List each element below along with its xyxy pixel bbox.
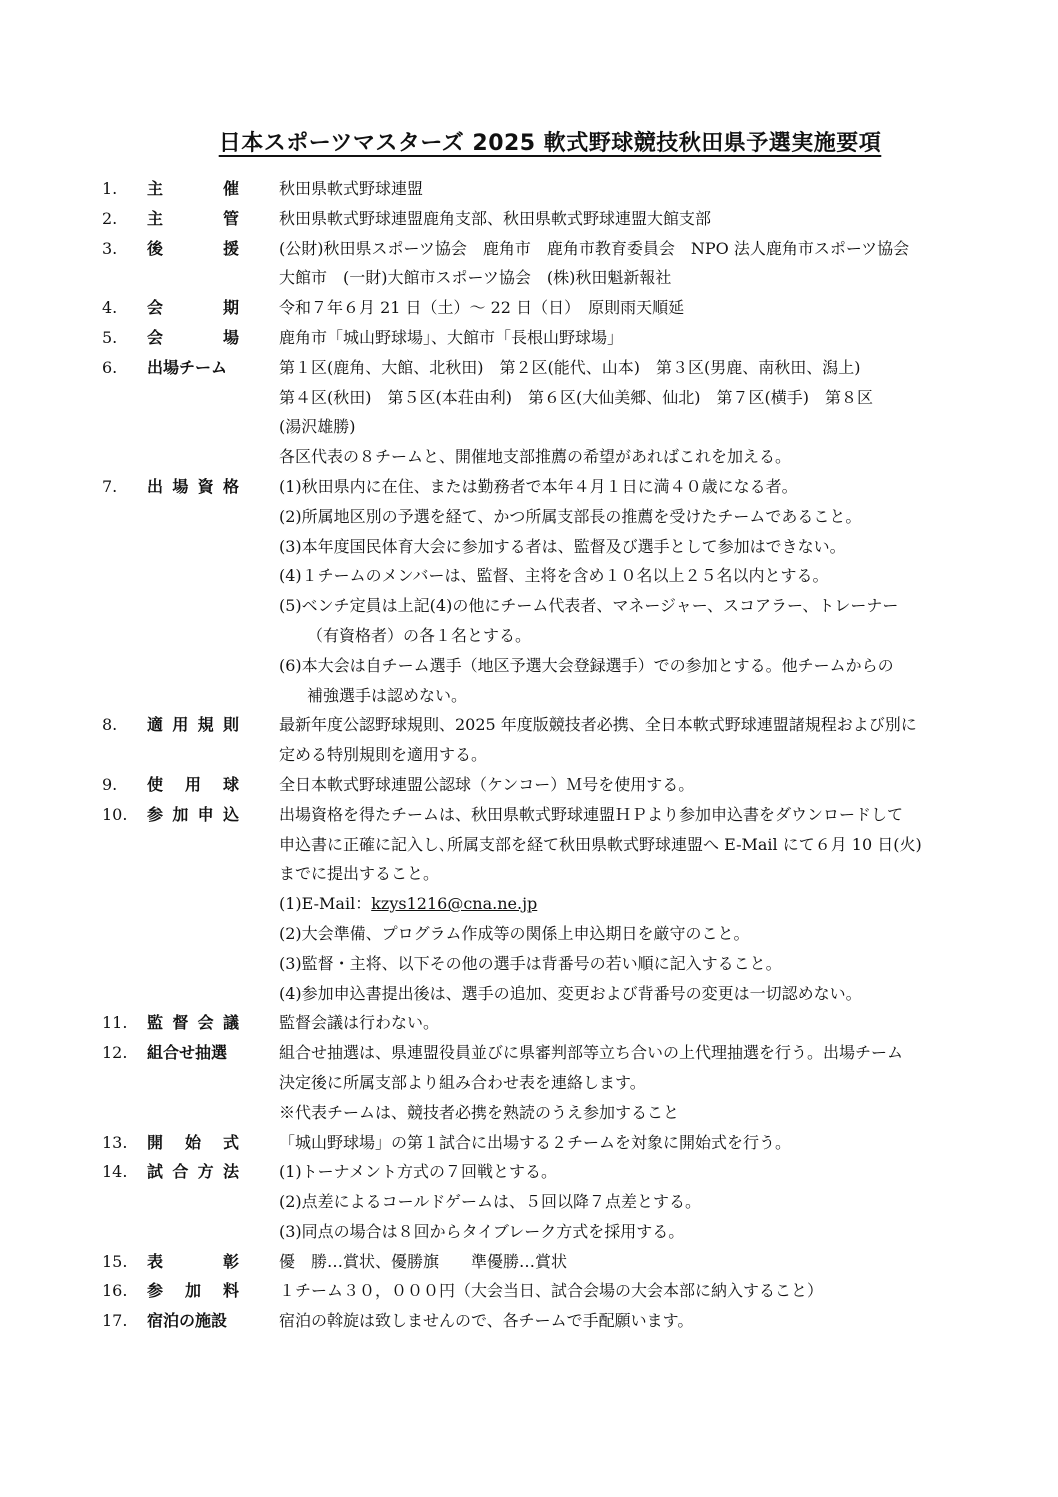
item-number: 8. [102, 715, 118, 735]
list-item [0, 1306, 1058, 1336]
list-item [0, 800, 1058, 1009]
guideline-list [0, 174, 1058, 1336]
content-line: 第４区(秋田) 第５区(本荘由利) 第６区(大仙美郷、仙北) 第７区(横手) 第８区 [279, 387, 873, 407]
item-content [279, 472, 1058, 710]
item-number: 16. [102, 1281, 128, 1301]
list-item [0, 293, 1058, 323]
item-label: 出場チーム [147, 357, 228, 377]
list-item [0, 1128, 1058, 1158]
list-item [0, 770, 1058, 800]
item-number: 2. [102, 208, 118, 228]
item-label: 試 合 方 法 [147, 1162, 239, 1182]
content-line: （有資格者）の各１名とする。 [307, 625, 532, 645]
item-number: 14. [102, 1162, 128, 1182]
content-line: 最新年度公認野球規則、2025 年度版競技者必携、全日本軟式野球連盟諸規程および別に [279, 715, 917, 735]
item-content [279, 770, 1058, 800]
content-line: 定める特別規則を適用する。 [279, 745, 488, 765]
content-line: 秋田県軟式野球連盟 [279, 179, 424, 198]
item-label: 会 期 [147, 298, 239, 318]
list-item [0, 1247, 1058, 1277]
item-label: 主 管 [147, 208, 239, 228]
item-content [279, 323, 1058, 353]
content-line: 「城山野球場」の第１試合に出場する２チームを対象に開始式を行う。 [279, 1132, 792, 1152]
item-content [279, 710, 1058, 770]
content-line: までに提出すること。 [279, 864, 440, 884]
item-number: 7. [102, 476, 118, 496]
content-line: 優 勝…賞状、優勝旗 準優勝…賞状 [279, 1251, 568, 1271]
item-label: 組合せ抽選 [147, 1043, 228, 1063]
item-number: 15. [102, 1251, 128, 1271]
content-line: 申込書に正確に記入し､所属支部を経て秋田県軟式野球連盟へ E-Mail にて６月 10 日(火) [279, 834, 922, 854]
item-content [279, 234, 1058, 294]
item-content [279, 1306, 1058, 1336]
list-item [0, 1276, 1058, 1306]
content-line: (5)ベンチ定員は上記(4)の他にチーム代表者、マネージャー、スコアラー、トレーナー [279, 596, 899, 616]
list-item [0, 1157, 1058, 1246]
item-label: 宿泊の施設 [147, 1311, 228, 1331]
item-number: 10. [102, 804, 128, 824]
item-number: 5. [102, 327, 118, 347]
content-line: (1)E-Mail：kzys1216@cna.ne.jp [279, 894, 538, 914]
content-line: (3)同点の場合は８回からタイブレーク方式を採用する。 [279, 1221, 685, 1241]
content-line: 決定後に所属支部より組み合わせ表を連絡します。 [279, 1072, 646, 1092]
item-content [279, 293, 1058, 323]
content-line: (1)トーナメント方式の７回戦とする。 [279, 1162, 558, 1182]
content-line: 出場資格を得たチームは、秋田県軟式野球連盟ＨＰより参加申込書をダウンロードして [279, 804, 904, 824]
item-label: 監 督 会 議 [147, 1013, 239, 1033]
item-content [279, 353, 1058, 472]
list-item [0, 234, 1058, 294]
item-number: 6. [102, 357, 118, 377]
item-label: 後 援 [147, 238, 239, 258]
item-label: 主 催 [147, 179, 239, 198]
content-line: 大館市 (一財)大館市スポーツ協会 (株)秋田魁新報社 [279, 268, 672, 288]
item-number: 1. [102, 179, 118, 198]
content-line: 補強選手は認めない。 [307, 685, 468, 705]
content-line: (湯沢雄勝) [279, 417, 356, 437]
content-line: (2)大会準備、プログラム作成等の関係上申込期日を厳守のこと。 [279, 923, 750, 943]
content-line: (4)参加申込書提出後は、選手の追加、変更および背番号の変更は一切認めない。 [279, 983, 862, 1003]
content-line: (6)本大会は自チーム選手（地区予選大会登録選手）での参加とする。他チームからの [279, 655, 894, 675]
list-item [0, 1008, 1058, 1038]
content-line: 第１区(鹿角、大館、北秋田) 第２区(能代、山本) 第３区(男鹿、南秋田、潟上) [279, 357, 861, 377]
content-line: (1)秋田県内に在住、または勤務者で本年４月１日に満４０歳になる者。 [279, 476, 798, 496]
item-label: 参 加 料 [147, 1281, 239, 1301]
list-item [0, 323, 1058, 353]
item-label: 適 用 規 則 [147, 715, 239, 735]
content-line: (2)点差によるコールドゲームは、５回以降７点差とする。 [279, 1192, 702, 1212]
item-content [279, 1276, 1058, 1306]
item-label: 参 加 申 込 [147, 804, 239, 824]
item-content [279, 1008, 1058, 1038]
content-line: 宿泊の斡旋は致しませんので、各チームで手配願います。 [279, 1311, 694, 1331]
list-item [0, 174, 1058, 204]
content-line: (3)本年度国民体育大会に参加する者は、監督及び選手として参加はできない。 [279, 536, 846, 556]
item-content [279, 1157, 1058, 1246]
content-line: (3)監督・主将、以下その他の選手は背番号の若い順に記入すること。 [279, 953, 782, 973]
item-content [279, 174, 1058, 204]
item-content [279, 1247, 1058, 1277]
item-number: 11. [102, 1013, 128, 1033]
content-line: ※代表チームは、競技者必携を熟読のうえ参加すること [279, 1102, 680, 1122]
content-line: (2)所属地区別の予選を経て、かつ所属支部長の推薦を受けたチームであること。 [279, 506, 862, 526]
item-content [279, 1038, 1058, 1127]
item-content [279, 800, 1058, 1009]
list-item [0, 472, 1058, 710]
content-line: (4)１チームのメンバーは、監督、主将を含め１０名以上２５名以内とする。 [279, 566, 829, 586]
content-line: (公財)秋田県スポーツ協会 鹿角市 鹿角市教育委員会 NPO 法人鹿角市スポーツ協会 [279, 238, 910, 258]
content-line: １チーム３０，０００円（大会当日、試合会場の大会本部に納入すること） [279, 1281, 824, 1301]
item-label: 開 始 式 [147, 1132, 239, 1152]
content-line: 各区代表の８チームと、開催地支部推薦の希望があればこれを加える。 [279, 447, 792, 467]
content-line: 組合せ抽選は、県連盟役員並びに県審判部等立ち合いの上代理抽選を行う。出場チーム [279, 1043, 904, 1063]
item-label: 使 用 球 [147, 774, 239, 794]
content-line: 鹿角市「城山野球場」、大館市「長根山野球場」 [279, 327, 624, 347]
item-number: 3. [102, 238, 118, 258]
content-line: 令和７年６月 21 日（土）～ 22 日（日） 原則雨天順延 [279, 298, 685, 318]
item-label: 出 場 資 格 [147, 476, 239, 496]
list-item [0, 710, 1058, 770]
content-line: 監督会議は行わない。 [279, 1013, 440, 1033]
item-number: 4. [102, 298, 118, 318]
item-label: 会 場 [147, 327, 239, 347]
page-title: 日本スポーツマスターズ 2025 軟式野球競技秋田県予選実施要項 [218, 131, 882, 156]
item-label: 表 彰 [147, 1251, 239, 1271]
item-number: 17. [102, 1311, 128, 1331]
item-content [279, 204, 1058, 234]
list-item [0, 1038, 1058, 1127]
content-line: 全日本軟式野球連盟公認球（ケンコー）Ｍ号を使用する。 [279, 774, 695, 794]
list-item [0, 353, 1058, 472]
item-number: 12. [102, 1043, 128, 1063]
email-link[interactable]: kzys1216@cna.ne.jp [371, 894, 538, 914]
list-item [0, 204, 1058, 234]
item-number: 13. [102, 1132, 128, 1152]
item-number: 9. [102, 774, 118, 794]
item-content [279, 1128, 1058, 1158]
content-line: 秋田県軟式野球連盟鹿角支部、秋田県軟式野球連盟大館支部 [279, 208, 712, 228]
